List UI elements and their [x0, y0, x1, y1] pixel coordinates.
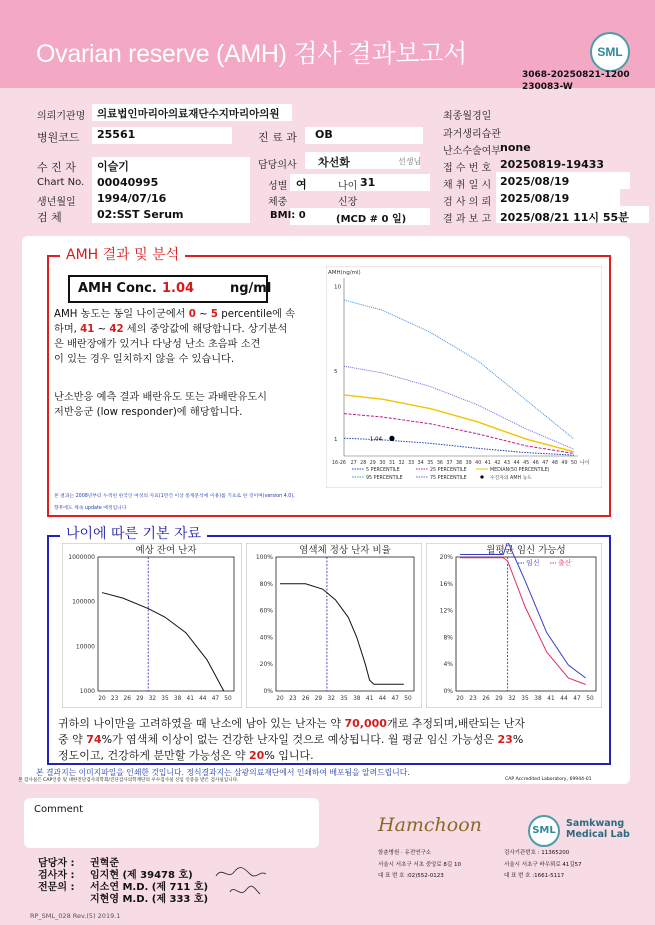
institution-label: 의뢰기관명: [37, 111, 86, 122]
x-tick-label: 38: [353, 696, 361, 702]
sex-value: 여: [296, 178, 307, 191]
x-tick-label: 50: [224, 696, 232, 702]
legend-label: 75 PERCENTILE: [430, 476, 467, 481]
report-title: Ovarian reserve (AMH) 검사 결과보고서: [36, 40, 467, 68]
x-axis-label: 나이: [580, 460, 590, 466]
x-tick-label: 33: [408, 461, 415, 466]
institution-value: 의료법인마리아의료재단수지마리아의원: [97, 108, 280, 120]
hamchoon-tel: 대 표 번 호 :02)552-0123: [378, 873, 444, 879]
y-tick-label: 100000: [72, 598, 95, 606]
chart-title: 월평균 임신 가능성: [486, 545, 566, 556]
dept-value: OB: [315, 128, 333, 141]
age-label: 나이: [338, 181, 358, 192]
sml-addr: 서울시 서초구 바우뫼로 41길57: [504, 862, 582, 868]
x-tick-label: 49: [561, 461, 568, 466]
x-tick-label: 27: [350, 461, 357, 466]
amh-response-text: 난소반응 예측 결과 배란유도 또는 과배란유도시 저반응군 (low responder)에 해당합니다.: [54, 392, 268, 418]
x-tick-label: 35: [427, 461, 434, 466]
x-tick-label: 41: [186, 696, 194, 702]
patient-point-label: 1.04: [369, 436, 383, 443]
x-tick-label: 35: [340, 696, 348, 702]
ovary-surgery-label: 난소수술여부: [443, 146, 501, 157]
legend-label: 임신: [526, 559, 540, 567]
specialist-2: 지현영 M.D. (제 333 호): [90, 894, 209, 905]
age-section-title: 나이에 따른 기본 자료: [60, 523, 207, 543]
manager-name: 권혁준: [90, 858, 119, 869]
sml-tel: 대 표 번 호 :1661-5117: [504, 873, 565, 879]
amh-conc-value: 1.04: [162, 281, 195, 296]
legend-label: 출산: [558, 559, 572, 567]
comment-box: [24, 798, 319, 848]
y-tick-label: 80%: [259, 580, 273, 588]
legend-label: 25 PERCENTILE: [430, 468, 467, 473]
x-tick-label: 41: [365, 696, 374, 702]
cap-number: CAP Accredited Laboratory, 69944-01: [505, 777, 592, 782]
x-tick-label: 34: [417, 461, 424, 466]
x-tick-label: 36: [436, 461, 443, 466]
chart-frame: [426, 543, 602, 708]
normal-chromosome-chart: [246, 543, 422, 708]
y-tick-label: 60%: [259, 607, 273, 615]
x-tick-label: 20: [276, 696, 284, 702]
specimen-label: 검 체: [37, 211, 62, 224]
legend-marker: [480, 475, 483, 478]
last-menses-label: 최종월경일: [443, 111, 492, 122]
x-tick-label: 16-26: [332, 461, 346, 466]
x-tick-label: 39: [465, 461, 472, 466]
print-note: 본 결과지는 이미지파일을 인쇄한 것입니다. 정식결과지는 삼광의료재단에서 인쇄하여 배포됨을 알려드립니다.: [36, 768, 410, 777]
x-tick-label: 47: [211, 696, 220, 702]
x-tick-label: 50: [571, 461, 578, 466]
x-tick-label: 37: [446, 461, 453, 466]
sex-label: 성별: [268, 181, 288, 192]
x-tick-label: 40: [475, 461, 482, 466]
x-tick-label: 23: [469, 696, 477, 702]
dob-label: 생년월일: [37, 197, 76, 208]
specialist-label: 전문의 :: [38, 882, 75, 893]
y-tick-label: 20%: [259, 661, 273, 669]
age-summary: 귀하의 나이만을 고려하였을 때 난소에 남아 있는 난자는 약 70,000개로 추정되며,배란되는 난자 중 약 74%가 염색체 이상이 없는 건강한 난자일 것으로 예상됩니다. 월 평균 임신 가능성은 23% 정도이고, 건강하게 분만할 가능성은 약 20% 입니다.: [58, 717, 525, 762]
receipt-value: 20250819-19433: [500, 158, 605, 171]
chart-frame: [246, 543, 422, 708]
y-tick-label: 1000: [79, 688, 95, 695]
x-tick-label: 26: [123, 696, 131, 702]
y-tick-label: 16%: [439, 580, 453, 588]
x-tick-label: 31: [388, 461, 396, 466]
bmi-value: BMI: 0: [270, 210, 306, 221]
doc-code: RP_SML_028 Rev.(5) 2019.1: [30, 912, 121, 920]
x-tick-label: 38: [456, 461, 463, 466]
x-tick-label: 46: [532, 461, 539, 466]
y-axis-label: AMH(ng/ml): [328, 270, 361, 276]
x-tick-label: 29: [136, 696, 144, 702]
tester-label: 검사자 :: [38, 870, 75, 881]
patient-name: 이슬기: [97, 160, 129, 173]
x-tick-label: 47: [573, 696, 581, 702]
tester-name: 임지현 (제 39478 호): [90, 870, 193, 881]
cap-note: 본 검사실은 CAP인증 및 대한진단검사의학회/진단검사의학재단의 우수검사실 신임 인증을 받은 검사실입니다.: [18, 778, 239, 783]
x-tick-label: 35: [161, 696, 169, 702]
amh-conc-box: [68, 275, 272, 303]
y-tick-label: 0%: [263, 688, 273, 695]
x-tick-label: 26: [301, 696, 310, 702]
samkwang-logo-text: Samkwang Medical Lab: [566, 818, 630, 840]
y-tick-label: 10: [334, 284, 341, 291]
chart-label: Chart No.: [37, 177, 85, 188]
x-tick-label: 28: [360, 461, 367, 466]
x-tick-label: 44: [560, 696, 568, 702]
doctor-suffix: 선생님: [398, 157, 422, 166]
x-tick-label: 23: [110, 696, 119, 702]
test-date-label: 검 사 의 뢰: [443, 197, 492, 208]
x-tick-label: 44: [199, 696, 207, 702]
ovary-surgery-value: none: [500, 141, 531, 154]
x-tick-label: 47: [391, 696, 399, 702]
x-tick-label: 20: [456, 696, 464, 702]
collection-label: 채 취 일 시: [443, 180, 492, 191]
amh-conc-unit: ng/ml: [230, 281, 272, 296]
dept-label: 진 료 과: [258, 131, 297, 144]
x-tick-label: 44: [513, 461, 520, 466]
chart-title: 염색체 정상 난자 비율: [299, 545, 391, 556]
hospital-code-value: 25561: [97, 128, 136, 141]
x-tick-label: 20: [98, 696, 106, 702]
amh-section-title: AMH 결과 및 분석: [60, 244, 185, 264]
weight-label: 체중: [268, 197, 288, 208]
sml-logo: SML: [590, 32, 630, 72]
x-tick-label: 43: [503, 461, 511, 466]
specialist-1: 서소연 M.D. (제 711 호): [90, 882, 209, 893]
y-tick-label: 5: [334, 369, 338, 376]
height-label: 신장: [338, 197, 358, 208]
x-tick-label: 32: [327, 696, 335, 702]
y-tick-label: 10000: [75, 643, 95, 651]
chart-title: 예상 잔여 난자: [135, 545, 197, 556]
samkwang-sml-logo: SML: [528, 815, 560, 847]
hamchoon-name: 함춘병원 · 유전연구소: [378, 850, 432, 856]
x-tick-label: 38: [173, 696, 182, 702]
manager-label: 담당자 :: [38, 858, 75, 869]
y-tick-label: 20%: [439, 554, 453, 561]
history-label: 과거생리습관: [443, 129, 501, 140]
age-value: 31: [360, 176, 376, 189]
y-tick-label: 100%: [255, 554, 273, 561]
remaining-eggs-chart: [62, 543, 242, 708]
y-tick-label: 8%: [443, 634, 453, 642]
x-tick-label: 26: [482, 696, 490, 702]
x-tick-label: 30: [379, 461, 386, 466]
legend-label: 5 PERCENTILE: [366, 468, 400, 473]
x-tick-label: 38: [534, 696, 542, 702]
legend-label: MEDIAN(50 PERCENTILE): [490, 468, 550, 473]
y-tick-label: 40%: [259, 634, 273, 642]
comment-label: Comment: [34, 804, 83, 815]
signature-image: [212, 862, 272, 904]
dob-value: 1994/07/16: [97, 192, 167, 205]
x-tick-label: 41: [484, 461, 491, 466]
amh-footnote-1: 본 결과는 2008년부터 누적된 한국인 여성의 자료(1만건 이상 통계분석에 이용)를 기초로 한 것이며(version 4.0),: [54, 494, 295, 499]
chart-frame: [62, 543, 242, 708]
sml-license: 검사기관번호 : 11365200: [504, 850, 570, 856]
hamchoon-addr: 서울시 서초구 서초 중앙로 8길 10: [378, 862, 461, 868]
x-tick-label: 44: [378, 696, 387, 702]
x-tick-label: 42: [494, 461, 501, 466]
x-tick-label: 45: [523, 461, 530, 466]
x-tick-label: 48: [551, 461, 558, 466]
test-date-value: 2025/08/19: [500, 192, 570, 205]
amh-percentile-chart: [326, 266, 602, 488]
doctor-value: 차선화: [318, 156, 350, 169]
legend-label: 수진자의 AMH 농도: [490, 476, 532, 481]
amh-footnote-2: 향후에도 계속 update 예정입니다: [54, 506, 127, 511]
hospital-code-label: 병원코드: [37, 131, 80, 144]
amh-analysis-text: AMH 농도는 동일 나이군에서 0 ~ 5 percentile에 속 하며, 41 ~ 42 세의 중앙값에 해당합니다. 상기분석 은 배란장애가 있거나 다낭성 난소 초음파 소견 이 있는 경우 일치하지 않을 수 있습니다.: [54, 309, 296, 365]
amh-conc-label: AMH Conc.: [78, 281, 157, 296]
doctor-label: 담당의사: [258, 160, 297, 171]
legend-label: 95 PERCENTILE: [366, 476, 403, 481]
x-tick-label: 41: [547, 696, 555, 702]
patient-label: 수 진 자: [37, 161, 76, 174]
x-tick-label: 35: [521, 696, 529, 702]
receipt-label: 접 수 번 호: [443, 163, 492, 174]
hamchoon-logo: Hamchoon: [378, 814, 482, 836]
y-tick-label: 0%: [443, 688, 453, 695]
x-tick-label: 29: [495, 696, 503, 702]
report-code: 3068-20250821-1200 230083-W: [522, 70, 630, 92]
report-date-value: 2025/08/21 11시 55분: [500, 211, 629, 224]
x-tick-label: 32: [398, 461, 405, 466]
collection-value: 2025/08/19: [500, 175, 570, 188]
x-tick-label: 23: [289, 696, 297, 702]
x-tick-label: 50: [404, 696, 412, 702]
y-tick-label: 12%: [439, 607, 453, 615]
specimen-value: 02:SST Serum: [97, 208, 184, 221]
report-date-label: 결 과 보 고: [443, 214, 492, 225]
x-tick-label: 29: [369, 461, 376, 466]
x-tick-label: 32: [508, 696, 516, 702]
y-tick-label: 1: [334, 437, 338, 444]
monthly-pregnancy-chart: [426, 543, 602, 708]
y-tick-label: 4%: [443, 661, 453, 669]
patient-point: [389, 436, 394, 441]
y-tick-label: 1000000: [68, 554, 95, 561]
chart-no: 00040995: [97, 176, 159, 189]
x-tick-label: 29: [314, 696, 323, 702]
x-tick-label: 47: [542, 461, 549, 466]
mcd-value: (MCD # 0 일): [336, 214, 407, 225]
x-tick-label: 50: [586, 696, 594, 702]
x-tick-label: 32: [148, 696, 157, 702]
